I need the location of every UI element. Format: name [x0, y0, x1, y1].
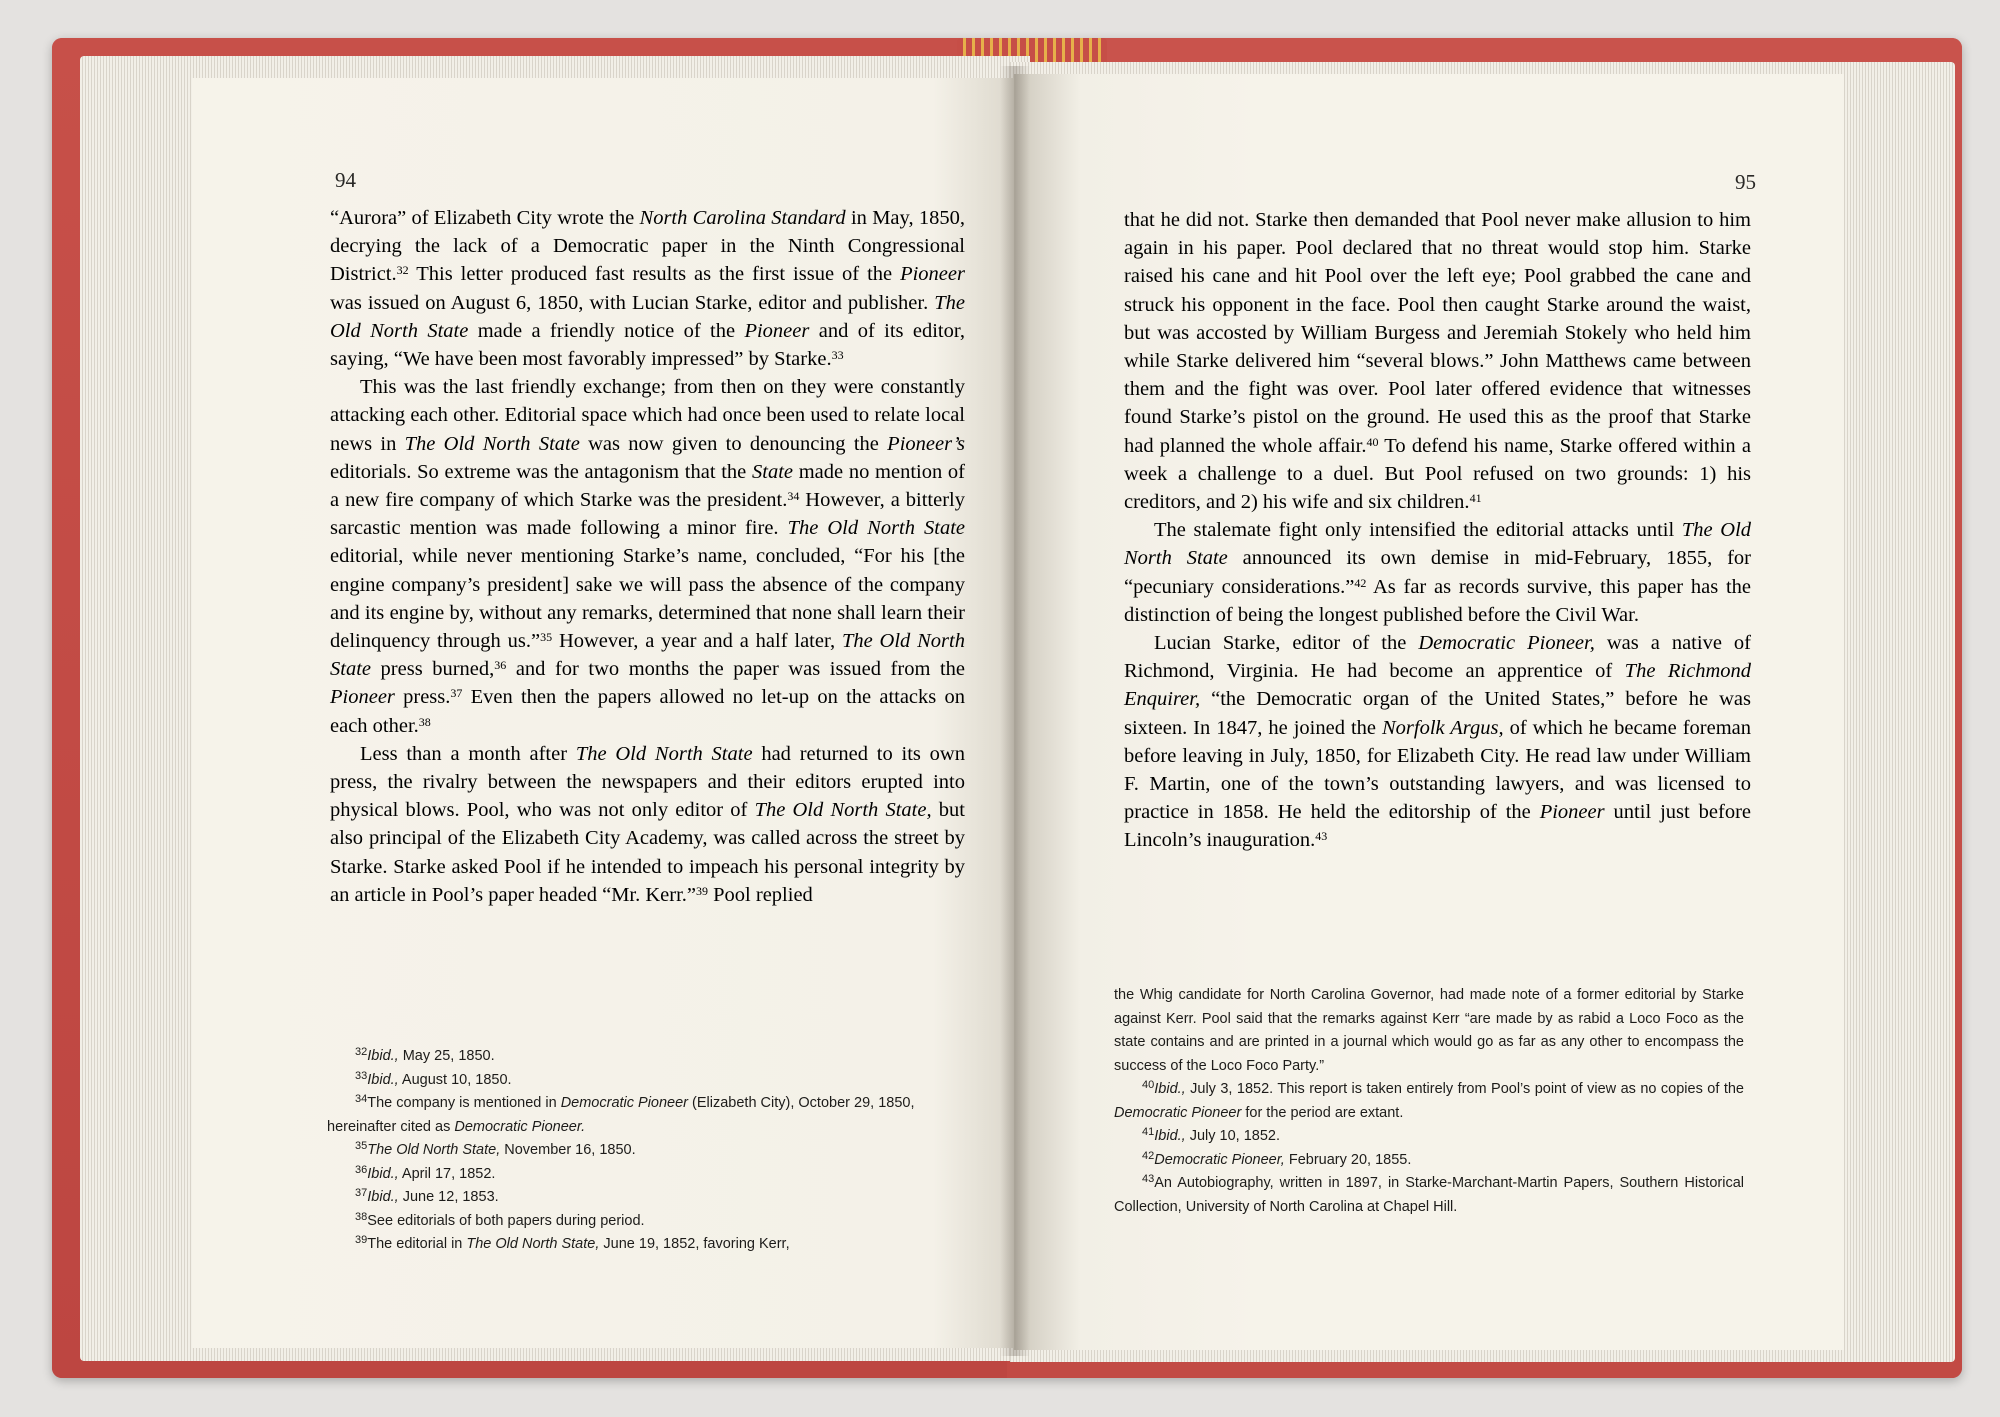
footnote-text-run: for the period are extant. [1241, 1104, 1404, 1121]
paragraph-italic-run: State [752, 460, 793, 483]
paragraph [330, 740, 965, 909]
footnote-ref: 40 [1366, 434, 1379, 449]
footnote-text-run: The company is mentioned in [367, 1095, 561, 1111]
footnote-ref: 32 [355, 1046, 368, 1058]
footnote [1114, 1172, 1744, 1219]
footnote-ref: 36 [355, 1163, 368, 1176]
footnote-text-run: July 10, 1852. [1185, 1128, 1281, 1144]
paragraph-italic-run: The Old North State [787, 517, 966, 540]
paragraph-italic-run: Democratic Pioneer, [1418, 632, 1595, 655]
footnote-italic-run: Democratic Pioneer, [1154, 1151, 1285, 1168]
footnote-ref: 43 [1315, 829, 1328, 844]
paragraph-text-run: and for two months the paper was issued from the [506, 658, 965, 681]
footnote-ref: 38 [418, 714, 431, 729]
left-page-footnotes [327, 1045, 967, 1257]
footnote-ref: 38 [355, 1210, 368, 1223]
footnote [327, 1186, 967, 1210]
paragraph-text-run: and of its editor, saying, “We have been most favorably impressed” by Starke. [330, 319, 965, 371]
footnote-ref: 41 [1142, 1126, 1155, 1138]
footnote-text-run: The editorial in [367, 1236, 467, 1252]
footnote-text-run: August 10, 1850. [398, 1071, 512, 1088]
paragraph-text-run: of which he became foreman before leaving in July, 1850, for Elizabeth City. He read law under William F. Martin, one of the town’s outstanding lawyers, and was licensed to practice in 1858. He held the editorship of the [1124, 716, 1751, 824]
paragraph [1124, 629, 1751, 855]
footnote [327, 1069, 967, 1093]
paragraph-text-run: had returned to its own press, the rivalry between the newspapers and their editors erupted into physical blows. Pool, who was not only editor of [330, 742, 965, 822]
paragraph [1124, 516, 1751, 629]
footnote-ref: 42 [1354, 575, 1367, 590]
footnote-ref: 34 [355, 1093, 368, 1105]
footnote [327, 1139, 967, 1163]
paragraph-text-run: that he did not. Starke then demanded that Pool never make allusion to him again in his paper. Pool declared that no threat would stop him. Starke raised his cane and hit Pool over the left eye; Pool grabbed the cane and struck his opponent in the face. Pool then caught Starke around the waist, but was accosted by William Burgess and Jeremiah Stokely who held him while Starke delivered him “several blows.” John Matthews came between them and the fight was over. Pool later offered evidence that witnesses found Starke’s pistol on the ground. He used this as the proof that Starke had planned the whole affair. [1124, 209, 1751, 457]
paragraph-text-run: However, a bitterly sarcastic mention was made following a minor fire. [330, 489, 965, 540]
paragraph-text-run: made no mention of a new fire company of which Starke was the president. [330, 460, 965, 512]
paragraph-italic-run: Pioneer’s [887, 432, 965, 455]
footnote [327, 1092, 967, 1139]
footnote-text-run: February 20, 1855. [1284, 1151, 1412, 1168]
paragraph-italic-run: The Old North State [330, 291, 965, 342]
footnote-ref: 33 [831, 348, 844, 363]
footnote-ref: 34 [787, 489, 800, 504]
footnote-text-run: An Autobiography, written in 1897, in Starke-Marchant-Martin Papers, Southern Historical Collection, University of North Carolina at Chapel Hill. [1114, 1175, 1744, 1215]
paragraph-italic-run: Pioneer [330, 686, 395, 709]
footnote-ref: 42 [1142, 1149, 1155, 1162]
footnote-italic-run: Ibid., [367, 1165, 399, 1182]
footnote-ref: 32 [396, 263, 409, 278]
footnote-ref: 37 [355, 1187, 368, 1199]
paragraph [330, 204, 965, 373]
footnote-ref: 35 [540, 630, 553, 645]
footnote-text-run: July 3, 1852. This report is taken entirely from Pool’s point of view as no copies of the [1185, 1081, 1744, 1097]
paragraph-italic-run: Pioneer [900, 263, 965, 286]
paragraph-text-run: “Aurora” of Elizabeth City wrote the [330, 207, 640, 229]
footnote [1114, 1125, 1744, 1149]
paragraph-text-run: announced its own demise in mid-February, 1855, for “pecuniary considerations.” [1124, 547, 1751, 598]
paragraph-text-run: was a native of Richmond, Virginia. He had become an apprentice of [1124, 632, 1751, 683]
paragraph [1124, 206, 1751, 516]
right-page-footnotes [1114, 984, 1744, 1219]
paragraph-italic-run: The Old North State [330, 630, 965, 681]
footnote [1114, 1149, 1744, 1173]
footnote-text-run: See editorials of both papers during period. [367, 1212, 645, 1229]
footnote-ref: 41 [1469, 491, 1482, 506]
footnote-italic-run: Democratic Pioneer [1114, 1104, 1242, 1121]
paragraph-text-run: Even then the papers allowed no let-up on the attacks on each other. [330, 686, 965, 737]
footnote-ref: 37 [450, 686, 463, 701]
paragraph [330, 373, 965, 740]
paragraph-italic-run: North Carolina Standard [639, 207, 846, 229]
paragraph-italic-run: The Old North State [575, 742, 753, 765]
footnote-text-run: June 19, 1852, favoring Kerr, [599, 1236, 790, 1252]
footnote-italic-run: Democratic Pioneer [560, 1095, 689, 1111]
paragraph-text-run: editorial, while never mentioning Starke’s name, concluded, “For his [the engine company’s president] sake we will pass the absence of the company and its engine by, without any remarks, determined that none shall learn their delinquency through us.” [330, 545, 965, 653]
paragraph-text-run: Pool replied [708, 883, 813, 906]
footnote [327, 1045, 967, 1069]
footnote-ref: 39 [355, 1234, 368, 1246]
paragraph-text-run: until just before Lincoln’s inauguration. [1124, 801, 1751, 852]
paragraph-italic-run: The Old North State [404, 432, 580, 455]
footnote-italic-run: Ibid., [367, 1189, 399, 1205]
paragraph-text-run: As far as records survive, this paper has the distinction of being the longest published before the Civil War. [1124, 575, 1751, 626]
footnote-text-run: November 16, 1850. [500, 1142, 636, 1158]
footnote-ref: 40 [1142, 1079, 1155, 1091]
footnote-italic-run: Ibid., [367, 1071, 399, 1088]
paragraph-text-run: This letter produced fast results as the first issue of the [408, 263, 901, 286]
paragraph-text-run: but also principal of the Elizabeth City Academy, was called across the street by Starke. Starke asked Pool if he intended to impeach his personal integrity by an article in Pool’s paper headed “Mr. Kerr.” [330, 799, 965, 906]
footnote-italic-run: The Old North State, [367, 1142, 501, 1158]
paragraph-text-run: Less than a month after [360, 742, 576, 765]
footnote-italic-run: Ibid., [1154, 1081, 1186, 1097]
paragraph-text-run: Lucian Starke, editor of the [1154, 632, 1419, 655]
footnote-text-run: June 12, 1853. [398, 1189, 499, 1205]
footnote [327, 1163, 967, 1187]
paragraph-text-run: press burned, [371, 658, 495, 681]
paragraph-text-run: To defend his name, Starke offered within a week a challenge to a duel. But Pool refused on two grounds: 1) his creditors, and 2) his wife and six children. [1124, 434, 1751, 514]
page-number-right: 95 [1735, 170, 1756, 194]
paragraph-text-run: was now given to denouncing the [579, 432, 888, 455]
page-number-left: 94 [335, 168, 356, 192]
paragraph-text-run: made a friendly notice of the [468, 319, 745, 342]
footnote-text-run: April 17, 1852. [398, 1165, 496, 1182]
paragraph-text-run: “the Democratic organ of the United States,” before he was sixteen. In 1847, he joined the [1124, 688, 1751, 739]
paragraph-italic-run: The Old North State, [754, 799, 932, 822]
footnote [327, 1233, 967, 1257]
footnote-text-run: May 25, 1850. [398, 1048, 495, 1064]
footnote [1114, 984, 1744, 1078]
paragraph-text-run: The stalemate fight only intensified the editorial attacks until [1154, 519, 1682, 542]
paragraph-text-run: However, a year and a half later, [552, 630, 842, 653]
book-gutter [1000, 66, 1030, 1356]
footnote-ref: 33 [355, 1069, 368, 1082]
paragraph-text-run: press. [394, 686, 451, 709]
paragraph-italic-run: The Richmond Enquirer, [1124, 660, 1751, 711]
paragraph-text-run: in May, 1850, decrying the lack of a Democratic paper in the Ninth Congressional District. [330, 207, 965, 286]
paragraph-italic-run: The Old North State [1124, 519, 1752, 570]
footnote-ref: 39 [696, 883, 709, 898]
footnote-italic-run: Democratic Pioneer. [454, 1118, 586, 1135]
footnote-italic-run: Ibid., [367, 1048, 399, 1064]
footnote-italic-run: The Old North State, [466, 1236, 600, 1252]
footnote-text-run: (Elizabeth City), October 29, 1850, hereinafter cited as [327, 1095, 915, 1135]
paragraph-text-run: This was the last friendly exchange; from then on they were constantly attacking each other. Editorial space which had once been used to relate local news in [330, 376, 965, 455]
footnote-ref: 35 [355, 1140, 368, 1152]
footnote [327, 1210, 967, 1234]
paragraph-text-run: editorials. So extreme was the antagonism that the [330, 460, 752, 483]
paragraph-italic-run: Pioneer [744, 319, 810, 342]
footnote-italic-run: Ibid., [1154, 1128, 1186, 1144]
paragraph-text-run: was issued on August 6, 1850, with Lucian Starke, editor and publisher. [330, 291, 935, 314]
footnote-text-run: the Whig candidate for North Carolina Governor, had made note of a former editorial by Starke against Kerr. Pool said that the remarks against Kerr “are made by as rabid a Loco Foco as the state contains and are printed in a journal which would go as far as any other to encompass the success of the Loco Foco Party.” [1114, 987, 1744, 1074]
paragraph-italic-run: Pioneer [1539, 801, 1605, 824]
right-page-body [1124, 206, 1751, 855]
paragraph-italic-run: Norfolk Argus, [1382, 716, 1504, 739]
left-page-body [330, 204, 965, 909]
footnote [1114, 1078, 1744, 1125]
footnote-ref: 43 [1142, 1173, 1155, 1185]
footnote-ref: 36 [494, 658, 507, 673]
